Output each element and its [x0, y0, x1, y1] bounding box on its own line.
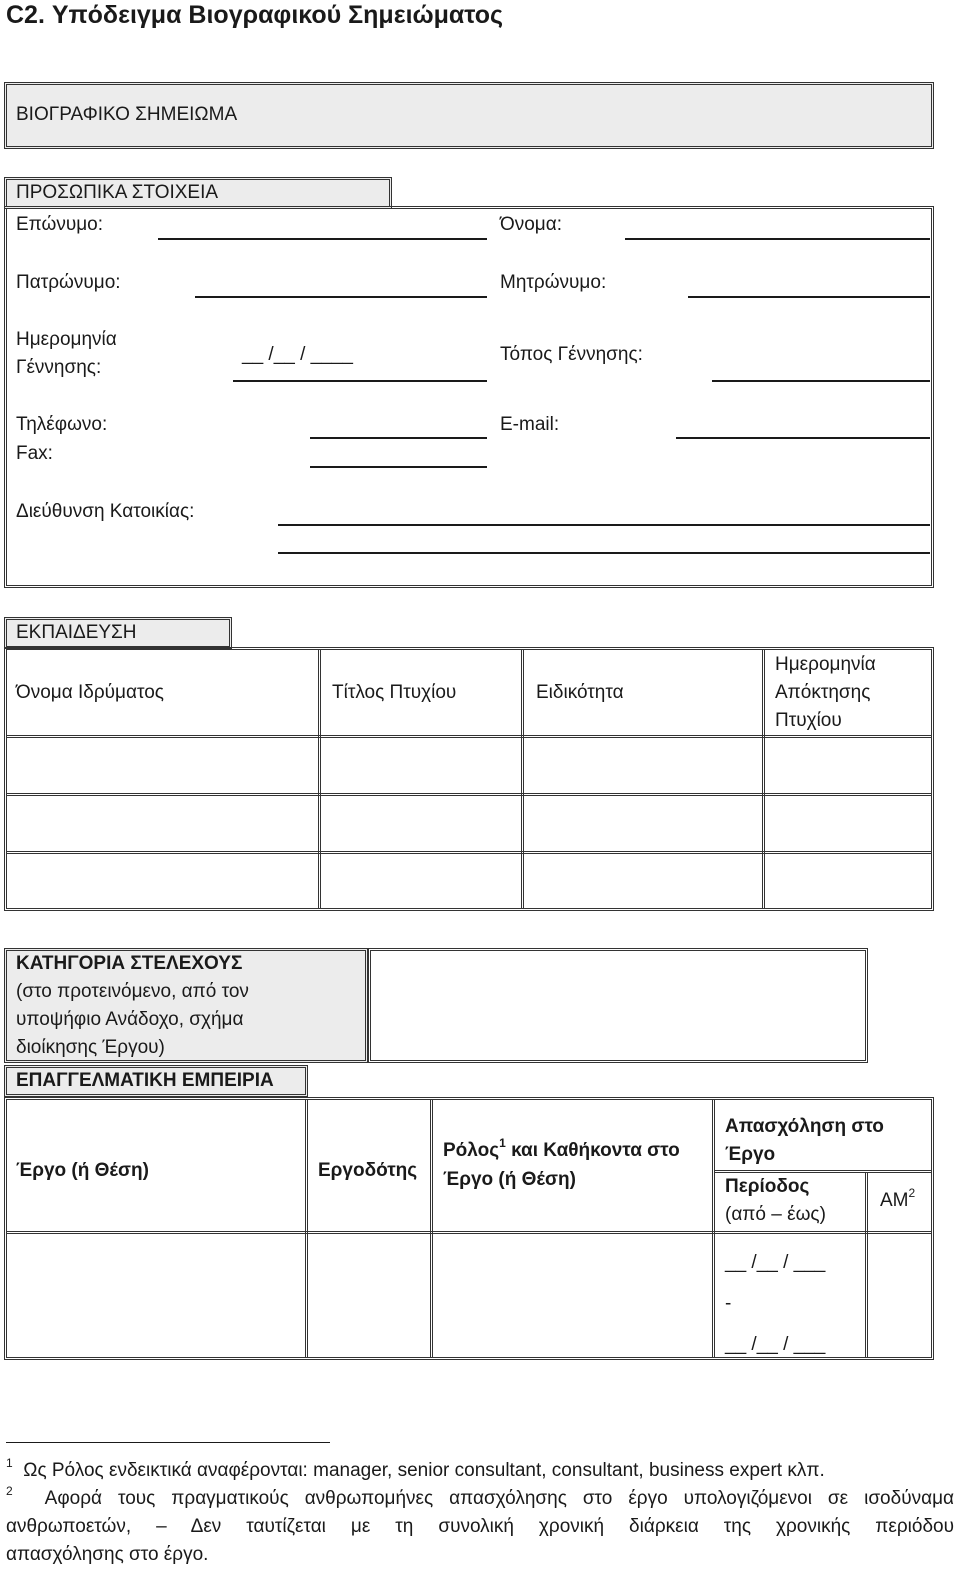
- footnote-separator: [6, 1442, 330, 1443]
- personal-section-label: ΠΡΟΣΩΠΙΚΑ ΣΤΟΙΧΕΙΑ: [16, 182, 219, 203]
- edu-cell-r2-c3[interactable]: [527, 799, 759, 849]
- edu-cell-r1-c3[interactable]: [527, 741, 759, 791]
- phone-label: Τηλέφωνο:: [16, 414, 108, 435]
- exp-col-divider-1: [305, 1100, 308, 1357]
- exp-col-am-footnote-mark: 2: [908, 1186, 916, 1200]
- address-label: Διεύθυνση Κατοικίας:: [16, 501, 195, 522]
- edu-cell-r3-c2[interactable]: [324, 857, 518, 907]
- edu-col-degree-date: Ημερομηνία Απόκτησης Πτυχίου: [775, 654, 876, 731]
- exp-period-to[interactable]: __ /__ / ___: [725, 1334, 826, 1355]
- footnote-1-mark: 1: [6, 1456, 13, 1470]
- education-col-divider-3: [762, 650, 765, 908]
- father-name-label: Πατρώνυμο:: [16, 272, 121, 293]
- edu-cell-r3-c4[interactable]: [768, 857, 928, 907]
- father-name-field[interactable]: [195, 296, 487, 298]
- exp-col-role: [443, 1137, 708, 1194]
- name-label: Όνομα:: [500, 214, 562, 235]
- exp-col-am-label: ΑΜ: [880, 1190, 909, 1211]
- exp-col-divider-2: [430, 1100, 433, 1357]
- page-title: C2. Υπόδειγμα Βιογραφικού Σημειώματος: [6, 1, 504, 29]
- education-col-divider-2: [521, 650, 524, 908]
- exp-period-dash: -: [725, 1293, 732, 1314]
- birth-date-field[interactable]: [233, 380, 487, 382]
- birth-place-field[interactable]: [712, 380, 930, 382]
- exp-col-role-footnote-mark: 1: [499, 1136, 506, 1150]
- birth-date-template: __ /__ / ____: [242, 344, 353, 365]
- surname-label: Επώνυμο:: [16, 214, 104, 235]
- exp-col-period-sub: (από – έως): [725, 1204, 826, 1225]
- edu-col-degree-title: Τίτλος Πτυχίου: [332, 682, 457, 703]
- fax-field[interactable]: [310, 466, 487, 468]
- exp-col-project: Έργο (ή Θέση): [16, 1160, 149, 1181]
- education-section-label: ΕΚΠΑΙΔΕΥΣΗ: [16, 622, 137, 643]
- edu-cell-r3-c1[interactable]: [10, 857, 314, 907]
- edu-col-specialty: Ειδικότητα: [536, 682, 624, 703]
- name-field[interactable]: [625, 238, 930, 240]
- exp-col-role-a: Ρόλος: [443, 1140, 500, 1161]
- edu-cell-r1-c2[interactable]: [324, 741, 518, 791]
- footnote-2-line-3: απασχόλησης στο έργο.: [6, 1544, 209, 1565]
- address-field-1[interactable]: [278, 524, 930, 526]
- education-row-divider-2: [7, 793, 931, 796]
- birth-date-label-2: Γέννησης:: [16, 357, 102, 378]
- email-field[interactable]: [676, 437, 930, 439]
- edu-col-institution: Όνομα Ιδρύματος: [16, 682, 164, 703]
- exp-cell-role[interactable]: [436, 1237, 709, 1355]
- exp-col-divider-3: [712, 1100, 715, 1357]
- personal-section-box: [4, 206, 934, 588]
- mother-name-label: Μητρώνυμο:: [500, 272, 607, 293]
- exp-period-from[interactable]: __ /__ / ___: [725, 1252, 826, 1273]
- footnote-2-mark: 2: [6, 1484, 13, 1498]
- surname-field[interactable]: [158, 238, 487, 240]
- education-col-divider-1: [318, 650, 321, 908]
- exp-row-divider: [7, 1231, 931, 1234]
- exp-col-employer: Εργοδότης: [318, 1160, 418, 1181]
- birth-date-label-1: Ημερομηνία: [16, 329, 117, 350]
- exp-col-employment: Απασχόληση στο Έργο: [725, 1116, 884, 1165]
- education-row-divider-1: [7, 735, 931, 738]
- mother-name-field[interactable]: [688, 296, 930, 298]
- education-row-divider-3: [7, 851, 931, 854]
- exp-col-am: [880, 1187, 915, 1216]
- edu-cell-r2-c2[interactable]: [324, 799, 518, 849]
- birth-place-label: Τόπος Γέννησης:: [500, 344, 643, 365]
- experience-section-label: ΕΠΑΓΓΕΛΜΑΤΙΚΗ ΕΜΠΕΙΡΙΑ: [16, 1070, 274, 1091]
- cv-header-title: ΒΙΟΓΡΑΦΙΚΟ ΣΗΜΕΙΩΜΑ: [16, 104, 238, 125]
- exp-col-period: Περίοδος: [725, 1176, 810, 1197]
- edu-cell-r2-c1[interactable]: [10, 799, 314, 849]
- exp-cell-project[interactable]: [10, 1237, 302, 1355]
- category-label-description: (στο προτεινόμενο, από τον υποψήφιο Ανάδοχο, σχήμα διοίκησης Έργου): [16, 981, 249, 1058]
- exp-cell-employer[interactable]: [311, 1237, 427, 1355]
- footnote-2-line-1: [6, 1485, 954, 1514]
- footnote-1: [6, 1457, 954, 1486]
- exp-cell-am[interactable]: [871, 1237, 929, 1355]
- edu-cell-r1-c1[interactable]: [10, 741, 314, 791]
- edu-cell-r2-c4[interactable]: [768, 799, 928, 849]
- fax-label: Fax:: [16, 443, 53, 464]
- exp-col-divider-4: [865, 1172, 868, 1357]
- phone-field[interactable]: [310, 437, 487, 439]
- edu-cell-r1-c4[interactable]: [768, 741, 928, 791]
- edu-cell-r3-c3[interactable]: [527, 857, 759, 907]
- footnote-2-text-1: Αφορά τους πραγματικούς ανθρωπομήνες απασχόλησης στο έργο υπολογιζόμενοι σε ισοδύναμα: [44, 1488, 954, 1509]
- footnote-2-line-2: ανθρωποετών, – Δεν ταυτίζεται με τη συνολική χρονική διάρκεια της χρονικής περιόδου: [6, 1516, 954, 1537]
- address-field-2[interactable]: [278, 552, 930, 554]
- footnote-1-text: Ως Ρόλος ενδεικτικά αναφέρονται: manager, senior consultant, consultant, business expert κλπ.: [23, 1460, 825, 1481]
- email-label: E-mail:: [500, 414, 560, 435]
- exp-col-role-b: και Καθήκοντα στο Έργο (ή Θέση): [443, 1140, 680, 1190]
- category-input-box[interactable]: [368, 948, 868, 1063]
- category-label-title: ΚΑΤΗΓΟΡΙΑ ΣΤΕΛΕΧΟΥΣ: [16, 953, 243, 974]
